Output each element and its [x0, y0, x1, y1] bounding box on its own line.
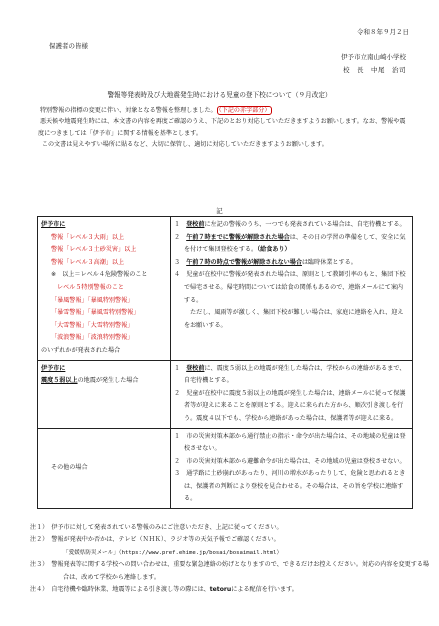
item-number: ４	[174, 271, 181, 279]
warning-item: 警報「レベル３高潮」以上	[51, 258, 125, 266]
item-number: ３	[174, 470, 181, 478]
principal-name: 校 長 中尾 治司	[343, 66, 406, 74]
action-item	[174, 257, 409, 270]
condition-rest: の地震が発生した場合	[77, 377, 139, 385]
action-item	[174, 219, 409, 232]
note-text: 警報発表等に関する学校への問い合わせは、重要な緊急連絡の妨げとなりますので、できるだけお控えください。対応の内容を変更する場合は、改めて学校から連絡します。	[51, 561, 430, 581]
item-number: ２	[174, 457, 181, 465]
intro-text: この文書は見えやすい場所に貼るなど、大切に保管し、適切に対応していただきますようお願いします。	[41, 141, 328, 149]
document-date: 令和８年９月２日	[357, 28, 409, 36]
action-item	[174, 468, 409, 506]
action-item	[174, 232, 409, 257]
note-item	[30, 534, 430, 546]
condition-cell	[38, 428, 171, 509]
condition-heading: 伊予市に	[41, 364, 66, 372]
item-lead: 午前７時の時点で警報が解除されない場合	[186, 258, 302, 266]
rules-table	[37, 216, 413, 509]
action-item	[174, 431, 409, 456]
note-label: 注１）	[30, 524, 46, 531]
item-number: １	[174, 432, 181, 440]
item-lead: 午前７時までに警報が解除された場合	[186, 233, 290, 241]
note-item	[30, 559, 430, 584]
item-text: 児童が在校中に警報が発表された場合は、原則として教師引率のもと、集団下校で帰宅させる。帰宅時間については給食の関係もあるので、連絡メールにて案内する。	[184, 271, 406, 304]
condition-cell	[38, 217, 171, 361]
warning-item: 「大雪警報」「大雪特別警報」	[51, 321, 134, 329]
action-item	[174, 269, 409, 307]
note-label: 注３）	[30, 561, 46, 569]
note-text: 自宅待機や臨時休業、地震等による引き渡し等の際には、	[51, 586, 210, 594]
item-text: 児童が在校中に震度５弱以上の地震が発生した場合は、連絡メールに従って保護者等が迎えに来ることを原則とする。迎えに来られた方から、順次引き渡しを行う。震度４以下でも、学校から連絡があった場合は、保護者等が迎えに来る。	[184, 389, 406, 422]
intro-text: 特別警報の指標の変更に伴い、対象となる警報を整理しました。	[39, 107, 217, 114]
table-row	[38, 360, 413, 428]
item-number: １	[174, 221, 181, 228]
condition-text	[41, 375, 167, 388]
recipient: 保護者の皆様	[49, 42, 88, 50]
item-number: ２	[174, 389, 181, 397]
item-text: に、震度５弱以上の地震が発生した場合は、学校からの連絡があるまで、自宅待機とする。	[184, 364, 406, 385]
action-item	[174, 388, 409, 426]
note-label: 注２）	[30, 536, 46, 544]
condition-footer: のいずれかが発表された場合	[41, 346, 121, 354]
item-number: ３	[174, 258, 181, 266]
item-text: は臨時休業とする。	[301, 258, 357, 266]
note-text: 伊予市に対して発表されている警報のみにご注意いただき、上記に従ってください。	[51, 524, 283, 531]
table-row	[38, 217, 413, 361]
note-text: 警報が発表中か否かは、テレビ（ＮＨＫ）、ラジオ等の天気予報でご確認ください。	[51, 536, 280, 544]
item-tail: （給食あり）	[257, 246, 291, 254]
intro-paragraph-3	[38, 139, 410, 150]
quake-threshold: 震度５弱以上	[41, 377, 78, 385]
document-title: 警報等発表時及び大地震発生時における児童の登下校について（９月改定）	[107, 91, 332, 99]
note-tail: による配信を行います。	[231, 586, 298, 594]
item-text: に左記の警報のうち、一つでも発表されている場合は、自宅待機とする。	[204, 221, 406, 228]
item-text: 市の災害対策本部から通行禁止の指示・命令が出た場合は、その地域の児童は登校させない。	[184, 432, 406, 453]
item-number: ２	[174, 233, 181, 241]
note-item	[30, 584, 430, 596]
item-lead: 登校前	[186, 221, 205, 228]
red-highlight: （下記の赤字部分）	[218, 107, 271, 114]
intro-paragraph-2	[38, 116, 410, 139]
condition-cell	[38, 360, 171, 428]
item-number: １	[174, 364, 181, 372]
action-cell	[171, 217, 413, 361]
section-heading: 記	[216, 207, 223, 215]
note-item	[30, 522, 430, 534]
warning-item: 警報「レベル３土砂災害」以上	[51, 246, 137, 254]
warning-item: 「波浪警報」「波浪特別警報」	[51, 334, 134, 342]
action-cell	[171, 428, 413, 509]
item-lead: 登校前	[186, 364, 205, 372]
condition-heading: 伊予市に	[41, 221, 66, 228]
intro	[38, 105, 410, 151]
notes	[30, 522, 430, 596]
warning-item: 「暴雪警報」「暴風雪特別警報」	[51, 309, 140, 317]
condition-note: レベル５特別警報のこと	[57, 283, 125, 291]
warning-item: 「暴風警報」「暴風特別警報」	[51, 296, 134, 304]
action-item	[174, 456, 409, 469]
table-row	[38, 428, 413, 509]
school-name: 伊予市立南山崎小学校	[341, 53, 406, 61]
item-text: 通学路に土砂崩れがあったり、河川の増水があったりして、危険と思われるときは、保護者の判断により登校を見合わせる。その場合は、その旨を学校に連絡する。	[184, 470, 406, 503]
action-item: ただし、風雨等が激しく、集団下校が難しい場合は、家庭に連絡を入れ、迎えをお願いする。	[184, 309, 404, 329]
item-text: 市の災害対策本部から避難命令が出た場合は、その地域の児童は登校させない。	[186, 457, 406, 465]
intro-text: 悪天候や地震発生時には、本文書の内容を再度ご確認のうえ、下記のとおり対応していただきますようお願いします。なお、警報や震度につきましては「伊予市」に関する情報を基準とします。	[38, 118, 406, 137]
item-text: は、その日の学習の準備をして、安全に気を付けて集団登校をする。	[184, 233, 406, 254]
warning-item: 警報「レベル３大雨」以上	[51, 233, 125, 241]
condition-note: ※ 以上＝レベル４危険警報のこと	[51, 271, 148, 279]
action-cell	[171, 360, 413, 428]
note-label: 注４）	[30, 586, 46, 594]
tetoru-name: tetoru	[209, 586, 232, 594]
action-item	[174, 363, 409, 388]
condition-label: その他の場合	[51, 463, 88, 471]
note-continuation: 「愛媛県防災メール」（https://www.pref.ehime.jp/bosai/bosaimail.html）	[63, 549, 283, 556]
intro-paragraph-1	[38, 105, 410, 116]
